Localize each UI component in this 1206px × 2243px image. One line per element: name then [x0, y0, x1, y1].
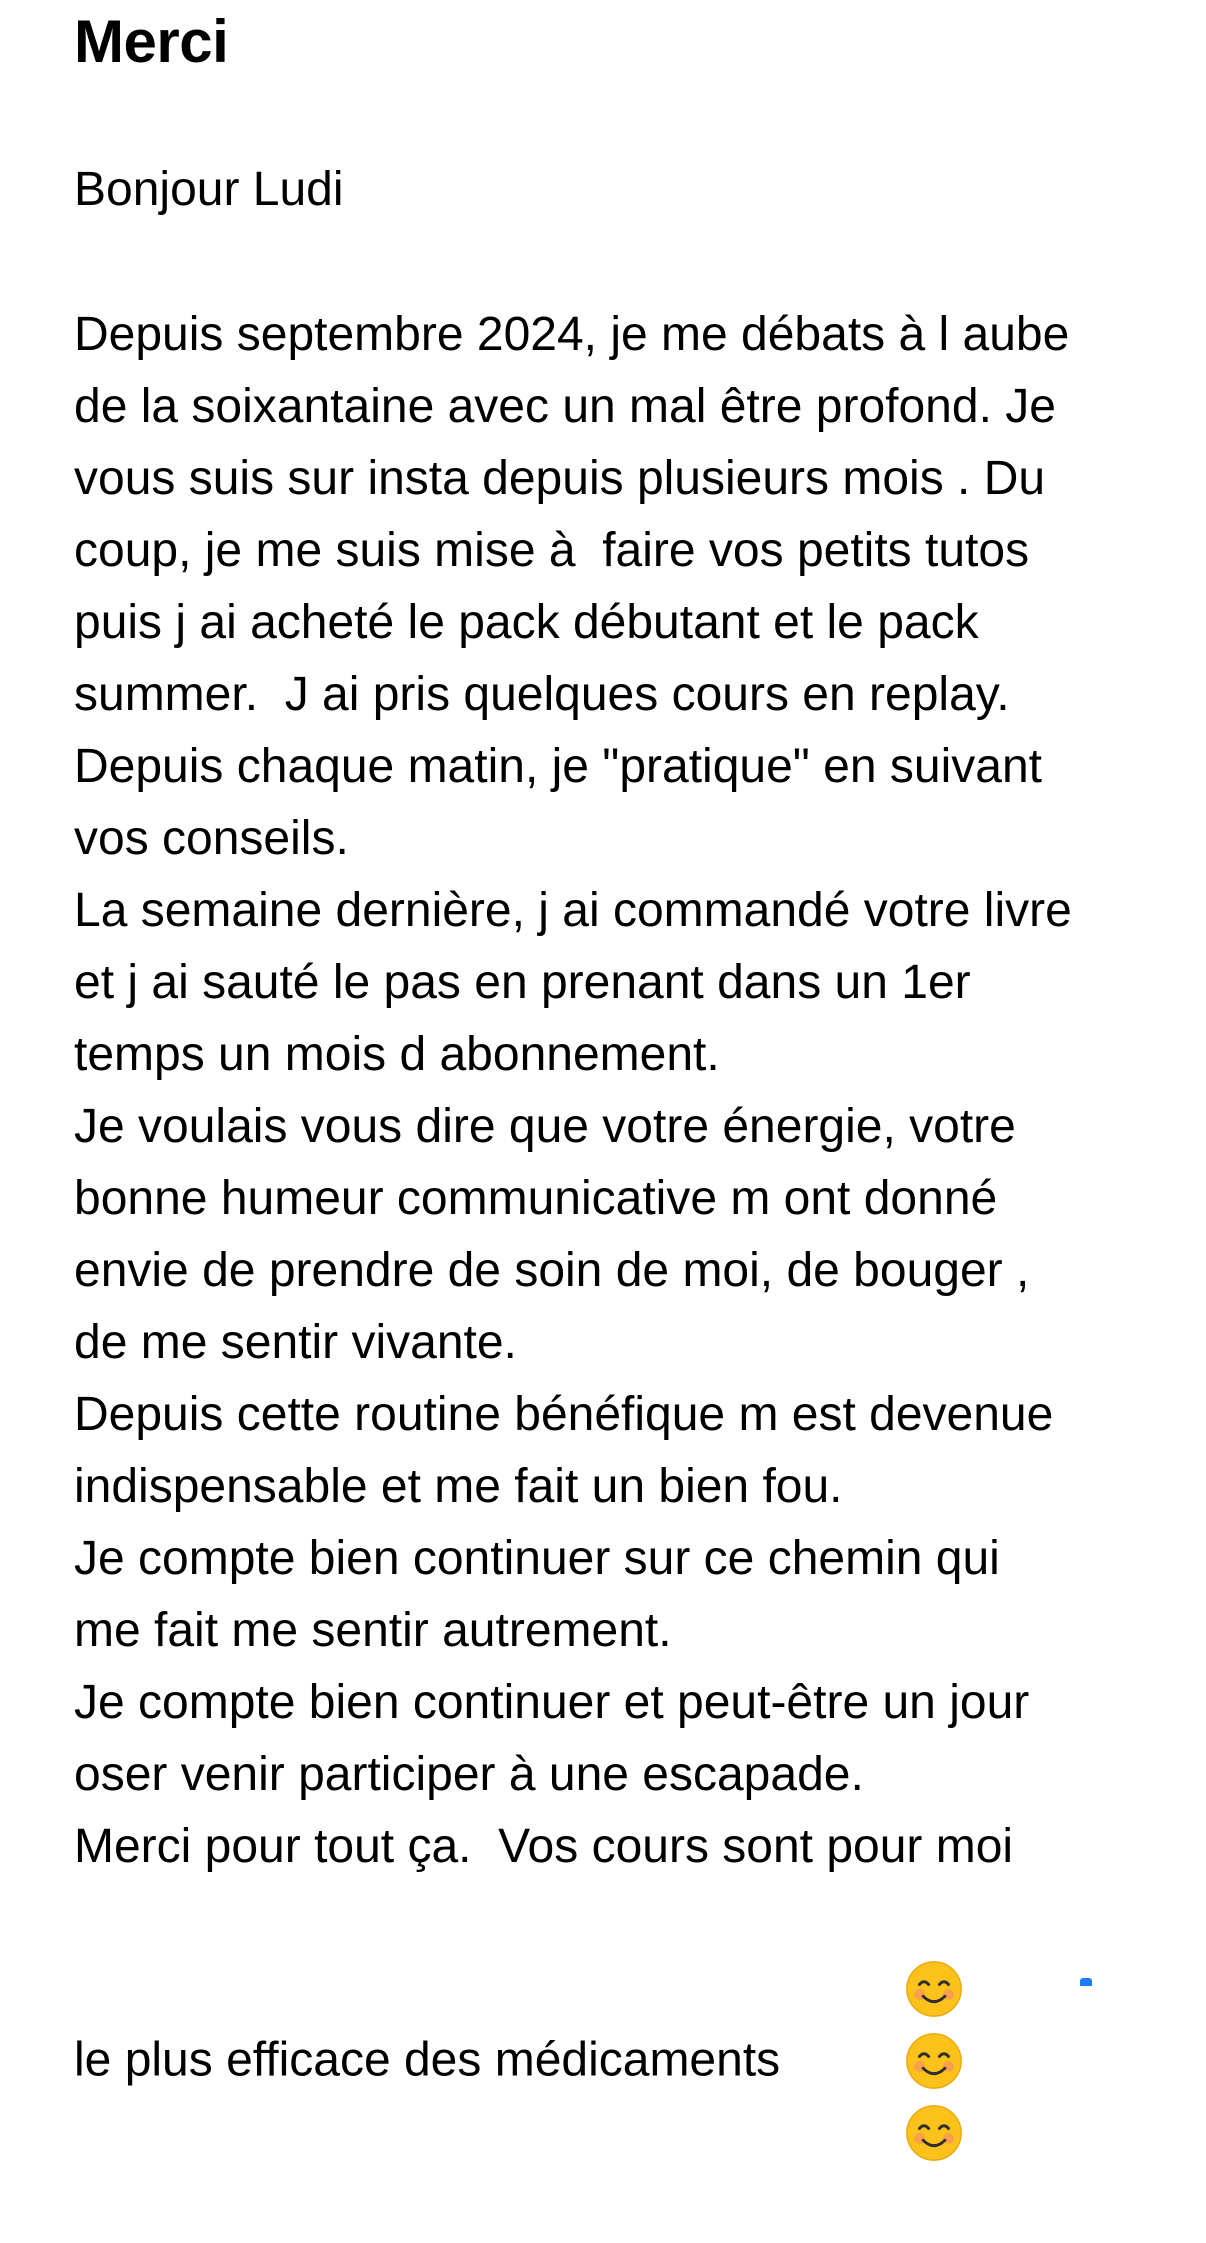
body-line: de la soixantaine avec un mal être profond. Je [74, 380, 1056, 433]
smiling-face-emoji-icon [905, 2032, 963, 2090]
body-line: Je compte bien continuer et peut-être un jour [74, 1676, 1030, 1729]
message-body [74, 299, 1194, 2087]
toolbar-edge-indicator [1080, 1978, 1092, 1986]
message-subject: Merci [74, 8, 229, 75]
body-line: Merci pour tout ça. Vos cours sont pour moi [74, 1820, 1014, 1873]
smiling-face-emoji-icon [905, 1960, 963, 2018]
body-line: Depuis cette routine bénéfique m est devenue [74, 1388, 1054, 1441]
body-line-final [74, 1883, 1194, 2087]
body-line: Depuis septembre 2024, je me débats à l aube [74, 308, 1070, 361]
body-line: de me sentir vivante. [74, 1316, 517, 1369]
body-line-final-text: le plus efficace des médicaments [74, 2033, 781, 2087]
body-line: indispensable et me fait un bien fou. [74, 1460, 843, 1513]
body-line: envie de prendre de soin de moi, de bouger , [74, 1244, 1030, 1297]
message-greeting: Bonjour Ludi [74, 163, 344, 216]
body-line: bonne humeur communicative m ont donné [74, 1172, 998, 1225]
body-line: La semaine dernière, j ai commandé votre livre [74, 884, 1072, 937]
body-line: vos conseils. [74, 812, 349, 865]
body-line: et j ai sauté le pas en prenant dans un 1er [74, 956, 971, 1009]
body-line: Depuis chaque matin, je "pratique" en suivant [74, 740, 1042, 793]
body-line: summer. J ai pris quelques cours en replay. [74, 668, 1010, 721]
body-line: coup, je me suis mise à faire vos petits tutos [74, 524, 1030, 577]
body-line: Je voulais vous dire que votre énergie, votre [74, 1100, 1016, 1153]
emoji-group [798, 1879, 973, 2239]
body-line: Je compte bien continuer sur ce chemin qui [74, 1532, 1000, 1585]
body-line: oser venir participer à une escapade. [74, 1748, 864, 1801]
body-line: puis j ai acheté le pack débutant et le pack [74, 596, 979, 649]
body-line: me fait me sentir autrement. [74, 1604, 672, 1657]
body-line: vous suis sur insta depuis plusieurs mois . Du [74, 452, 1046, 505]
smiling-face-emoji-icon [905, 2104, 963, 2162]
body-line: temps un mois d abonnement. [74, 1028, 720, 1081]
